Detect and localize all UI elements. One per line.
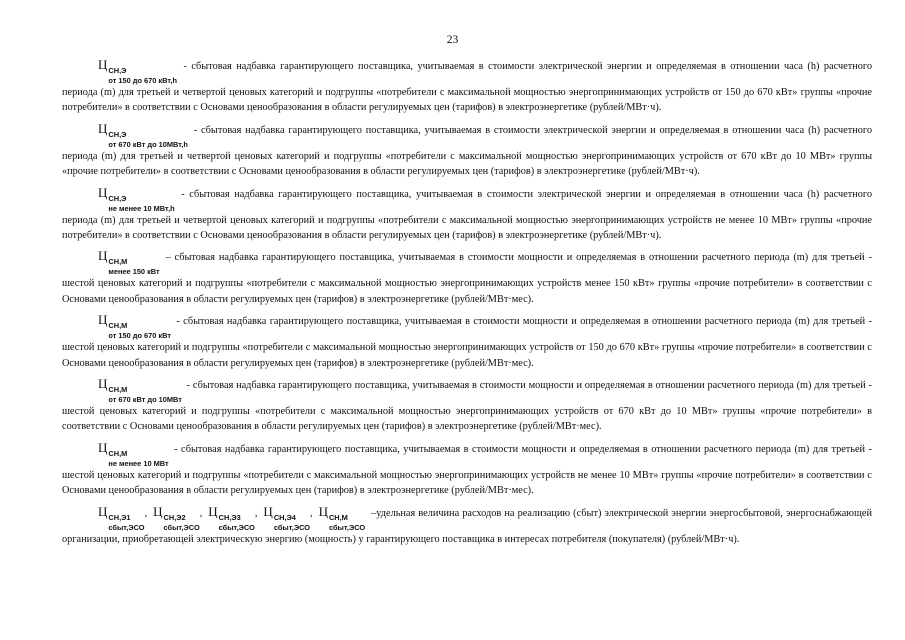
symbol-subscript: от 150 до 670 кВт,h xyxy=(108,76,177,85)
definition-paragraph-1 xyxy=(62,58,872,116)
formula-symbol xyxy=(98,441,169,468)
formula-symbol xyxy=(319,505,366,532)
symbol-indices xyxy=(108,257,160,277)
formula-symbol xyxy=(98,313,171,340)
symbol-separator: , xyxy=(254,507,258,519)
symbol-superscript: СН,М xyxy=(108,448,128,458)
symbol-superscript: СН,Э1 xyxy=(108,512,131,522)
formula-symbol xyxy=(98,186,175,213)
symbol-letter: Ц xyxy=(208,503,218,519)
formula-symbol xyxy=(98,58,177,85)
symbol-letter: Ц xyxy=(98,184,108,200)
definition-text: - сбытовая надбавка гарантирующего поставщика, учитываемая в стоимости мощности и определяемая в отношении расчетного периода (m) для третьей - шестой ценовых категорий и подгруппы «потребители с максимальной мощностью энергопринимающих устройств от 150 до 670 кВт» группы «прочие потребители» в соответствии с Основами ценообразования в области регулируемых цен (тарифов) в электроэнергетике (рублей/МВт·мес). xyxy=(62,316,872,369)
formula-symbol xyxy=(208,505,257,532)
symbol-letter: Ц xyxy=(318,503,328,519)
symbol-subscript: от 150 до 670 кВт xyxy=(108,331,171,341)
symbol-superscript: СН,М xyxy=(108,257,128,267)
symbol-indices xyxy=(108,129,188,149)
symbol-indices xyxy=(108,448,169,468)
symbol-superscript: СН,Э4 xyxy=(273,512,296,522)
symbol-indices xyxy=(273,512,310,532)
definition-text: – сбытовая надбавка гарантирующего поставщика, учитываемая в стоимости мощности и определяемая в отношении расчетного периода (m) для третьей - шестой ценовых категорий и подгруппы «потребители с максимальной мощностью энергопринимающих устройств менее 150 кВт» группы «прочие потребители» в соответствии с Основами ценообразования в области регулируемых цен (тарифов) в электроэнергетике (рублей/МВт·мес). xyxy=(62,252,872,305)
symbol-superscript: СН,Э xyxy=(108,193,127,203)
symbol-subscript: не менее 10 МВт,h xyxy=(108,203,175,213)
symbol-indices xyxy=(218,512,255,532)
definition-text: - сбытовая надбавка гарантирующего поставщика, учитываемая в стоимости электрической энергии и определяемая в отношении часа (h) расчетного периода (m) для третьей и четвертой ценовых категорий и подгруппы «потребители с максимальной мощностью энергопринимающих устройств не менее 10 МВт» группы «прочие потребители» в соответствии с Основами ценообразования в области регулируемых цен (тарифов) в электроэнергетике (рублей/МВт·ч). xyxy=(62,188,872,242)
symbol-subscript: сбыт,ЭСО xyxy=(328,522,366,532)
symbol-separator: , xyxy=(309,507,313,519)
symbol-superscript: СН,М xyxy=(108,321,128,331)
symbol-subscript: сбыт,ЭСО xyxy=(273,522,310,532)
symbol-indices xyxy=(163,512,200,532)
symbol-superscript: СН,Э3 xyxy=(218,512,241,522)
symbol-indices xyxy=(108,66,177,85)
symbol-separator: , xyxy=(144,507,148,519)
symbol-letter: Ц xyxy=(98,57,108,72)
symbol-letter: Ц xyxy=(98,503,108,519)
formula-symbol xyxy=(98,122,188,149)
symbol-indices xyxy=(108,512,145,532)
symbol-indices xyxy=(108,193,175,213)
definition-paragraph-2 xyxy=(62,122,872,180)
definition-paragraph-7 xyxy=(62,441,872,499)
definition-text: - сбытовая надбавка гарантирующего поставщика, учитываемая в стоимости электрической энергии и определяемая в отношении часа (h) расчетного периода (m) для третьей и четвертой ценовых категорий и подгруппы «потребители с максимальной мощностью энергопринимающих устройств от 670 кВт до 10 МВт» группы «прочие потребители» в соответствии с Основами ценообразования в области регулируемых цен (тарифов) в электроэнергетике (рублей/МВт·ч). xyxy=(62,124,872,178)
formula-symbol xyxy=(98,377,182,404)
document-body xyxy=(62,58,872,553)
definition-paragraph-4 xyxy=(62,249,872,307)
symbol-subscript: от 670 кВт до 10МВт,h xyxy=(108,139,188,149)
symbol-letter: Ц xyxy=(98,312,108,328)
symbol-indices xyxy=(108,385,182,405)
symbol-subscript: от 670 кВт до 10МВт xyxy=(108,395,182,405)
formula-symbol xyxy=(98,505,147,532)
formula-symbol xyxy=(98,249,160,276)
definition-paragraph-5 xyxy=(62,313,872,371)
symbol-superscript: СН,Э xyxy=(108,129,127,139)
symbol-letter: Ц xyxy=(263,503,273,519)
symbol-subscript: сбыт,ЭСО xyxy=(163,522,200,532)
symbol-indices xyxy=(328,512,366,532)
formula-symbol xyxy=(153,505,202,532)
formula-symbol xyxy=(263,505,312,532)
symbol-superscript: СН,М xyxy=(108,385,128,395)
definition-text: –удельная величина расходов на реализацию (сбыт) электрической энергии энергосбытовой, энергоснабжающей организации, приобретающей электрическую энергию (мощность) у гарантирующего поставщика в интересах потребителя (покупателя) (рублей/МВт·ч). xyxy=(62,507,872,545)
symbol-letter: Ц xyxy=(98,439,108,455)
symbol-subscript: менее 150 кВт xyxy=(108,267,160,277)
page-number: 23 xyxy=(446,34,459,46)
definition-paragraph-6 xyxy=(62,377,872,435)
symbol-letter: Ц xyxy=(98,376,108,392)
symbol-letter: Ц xyxy=(98,120,108,136)
definition-text: - сбытовая надбавка гарантирующего поставщика, учитываемая в стоимости электрической энергии и определяемая в отношении часа (h) расчетного периода (m) для третьей и четвертой ценовых категорий и подгруппы «потребители с максимальной мощностью энергопринимающих устройств от 150 до 670 кВт» группы «прочие потребители» в соответствии с Основами ценообразования в области регулируемых цен (тарифов) в электроэнергетике (рублей/МВт·ч). xyxy=(62,61,872,114)
definition-text: - сбытовая надбавка гарантирующего поставщика, учитываемая в стоимости мощности и определяемая в отношении расчетного периода (m) для третьей - шестой ценовых категорий и подгруппы «потребители с максимальной мощностью энергопринимающих устройств от 670 кВт до 10 МВт» группы «прочие потребители» в соответствии с Основами ценообразования в области регулируемых цен (тарифов) в электроэнергетике (рублей/МВт·мес). xyxy=(62,380,872,433)
symbol-superscript: СН,М xyxy=(328,512,348,522)
definition-text: - сбытовая надбавка гарантирующего поставщика, учитываемая в стоимости мощности и определяемая в отношении расчетного периода (m) для третьей - шестой ценовых категорий и подгруппы «потребители с максимальной мощностью энергопринимающих устройств не менее 10 МВт» группы «прочие потребители» в соответствии с Основами ценообразования в области регулируемых цен (тарифов) в электроэнергетике (рублей/МВт·мес). xyxy=(62,443,872,497)
symbol-superscript: СН,Э xyxy=(108,66,127,75)
symbol-superscript: СН,Э2 xyxy=(163,512,186,522)
definition-paragraph-8 xyxy=(62,505,872,547)
symbol-subscript: не менее 10 МВт xyxy=(108,458,169,468)
symbol-letter: Ц xyxy=(153,503,163,519)
symbol-separator: , xyxy=(199,507,203,519)
symbol-letter: Ц xyxy=(98,248,108,264)
symbol-indices xyxy=(108,321,171,341)
symbol-subscript: сбыт,ЭСО xyxy=(218,522,255,532)
symbol-subscript: сбыт,ЭСО xyxy=(108,522,145,532)
definition-paragraph-3 xyxy=(62,186,872,244)
